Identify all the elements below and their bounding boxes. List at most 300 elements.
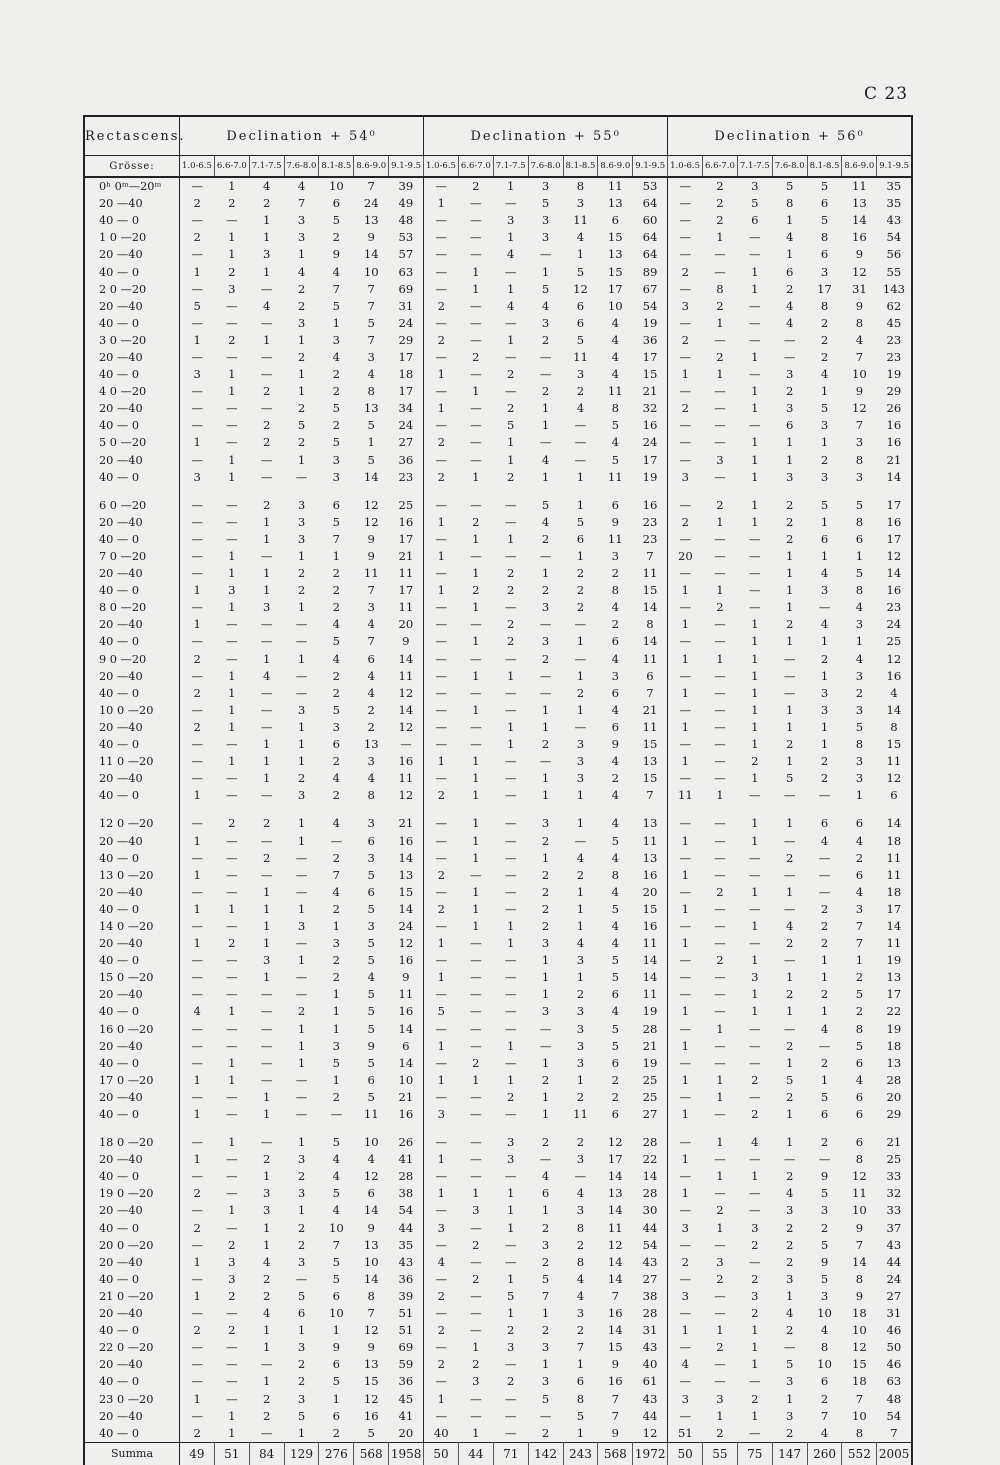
count-cell: 1 bbox=[437, 1072, 445, 1087]
count-cell: 1 bbox=[820, 384, 829, 399]
count-cell: 8 bbox=[576, 1391, 585, 1406]
count-cell: 64 bbox=[633, 195, 668, 212]
count-cell: 1 bbox=[681, 1323, 690, 1338]
table-row bbox=[84, 1425, 912, 1443]
count-cell: 4 bbox=[332, 651, 341, 666]
count-cell: 13 bbox=[389, 867, 424, 884]
table-row bbox=[84, 1390, 912, 1407]
count-cell: — bbox=[714, 531, 726, 546]
count-cell: — bbox=[504, 953, 517, 968]
count-cell: 9 bbox=[367, 531, 375, 546]
count-cell: 2 bbox=[262, 1391, 271, 1406]
count-cell: 1 bbox=[228, 1203, 236, 1218]
count-cell: 1 bbox=[716, 367, 724, 382]
count-cell: — bbox=[504, 702, 517, 717]
count-cell: — bbox=[191, 1408, 203, 1423]
count-cell: — bbox=[539, 367, 552, 382]
count-cell: 2 bbox=[785, 1323, 794, 1338]
count-cell: 3 bbox=[541, 1340, 550, 1355]
count-cell: — bbox=[749, 936, 761, 951]
count-cell: 3 bbox=[785, 469, 794, 484]
count-cell: 2 bbox=[820, 315, 829, 330]
count-cell: 2 bbox=[297, 281, 306, 296]
count-cell: — bbox=[679, 1169, 692, 1184]
count-cell: 4 bbox=[262, 298, 271, 313]
count-cell: — bbox=[225, 435, 238, 450]
summa-cell: 568 bbox=[354, 1442, 389, 1465]
count-cell: 11 bbox=[389, 770, 424, 787]
count-cell: — bbox=[504, 788, 517, 803]
count-cell: 2 bbox=[472, 583, 480, 598]
count-cell: 6 bbox=[855, 867, 864, 882]
count-cell: — bbox=[679, 179, 692, 194]
count-cell: — bbox=[504, 1169, 517, 1184]
count-cell: — bbox=[818, 600, 831, 615]
count-cell: — bbox=[295, 617, 308, 632]
count-cell: 1 bbox=[228, 668, 236, 683]
count-cell: 2 bbox=[611, 771, 619, 786]
summa-row bbox=[84, 1442, 912, 1465]
count-cell: 2 bbox=[681, 264, 690, 279]
count-cell: 61 bbox=[633, 1373, 668, 1390]
count-cell: 10 bbox=[852, 1408, 867, 1423]
count-cell: — bbox=[435, 617, 448, 632]
count-cell: 1 bbox=[507, 737, 515, 752]
table-row bbox=[84, 195, 912, 212]
count-cell: 1 bbox=[193, 435, 201, 450]
count-cell: 12 bbox=[389, 719, 424, 736]
count-cell: — bbox=[749, 1038, 761, 1053]
count-cell: 6 bbox=[855, 1055, 864, 1070]
count-cell: — bbox=[191, 970, 203, 985]
count-cell: 5 bbox=[785, 179, 794, 194]
count-cell: 1 bbox=[820, 953, 829, 968]
count-cell: 1 bbox=[193, 1391, 201, 1406]
count-cell: 1 bbox=[507, 230, 515, 245]
count-cell: 3 bbox=[228, 1271, 236, 1286]
ra-cell: 20 —40 bbox=[84, 246, 180, 263]
count-cell: 53 bbox=[633, 177, 668, 195]
count-cell: 2 bbox=[297, 566, 306, 581]
count-cell: 2 bbox=[716, 1203, 724, 1218]
count-cell: 3 bbox=[576, 1021, 585, 1036]
count-cell: 25 bbox=[633, 1072, 668, 1089]
count-cell: 23 bbox=[877, 349, 912, 366]
count-cell: 2 bbox=[785, 1038, 794, 1053]
count-cell: — bbox=[225, 850, 238, 865]
count-cell: 1 bbox=[751, 719, 759, 734]
count-cell: 4 bbox=[541, 298, 550, 313]
count-cell: — bbox=[191, 315, 203, 330]
count-cell: 36 bbox=[389, 452, 424, 469]
count-cell: — bbox=[679, 1271, 692, 1286]
count-cell: 6 bbox=[297, 1306, 306, 1321]
count-cell: 2 bbox=[262, 497, 271, 512]
count-cell: — bbox=[539, 1408, 552, 1423]
count-cell: 17 bbox=[877, 531, 912, 548]
page-number: C 23 bbox=[864, 84, 909, 104]
count-cell: 1 bbox=[541, 1107, 550, 1122]
count-cell: 9 bbox=[389, 969, 424, 986]
table-row bbox=[84, 736, 912, 753]
count-cell: 12 bbox=[852, 264, 867, 279]
count-cell: — bbox=[749, 901, 761, 916]
count-cell: 35 bbox=[389, 1237, 424, 1254]
count-cell: 4 bbox=[855, 651, 864, 666]
table-row bbox=[84, 1089, 912, 1106]
count-cell: 14 bbox=[389, 651, 424, 668]
count-cell: — bbox=[679, 213, 692, 228]
ra-cell: 40 — 0 bbox=[84, 263, 180, 280]
count-cell: — bbox=[435, 668, 448, 683]
count-cell: 2 bbox=[611, 1089, 619, 1104]
count-cell: 1 bbox=[716, 1089, 724, 1104]
count-cell: — bbox=[225, 617, 238, 632]
count-cell: — bbox=[225, 1391, 238, 1406]
count-cell: — bbox=[679, 384, 692, 399]
count-cell: 2 bbox=[576, 583, 585, 598]
count-cell: 9 bbox=[367, 230, 375, 245]
count-cell: — bbox=[714, 936, 726, 951]
count-cell: 1 bbox=[751, 651, 759, 666]
count-cell: 2 bbox=[785, 1089, 794, 1104]
group-spacer bbox=[84, 486, 912, 497]
count-cell: 3 bbox=[820, 469, 829, 484]
count-cell: 4 bbox=[611, 702, 619, 717]
count-cell: — bbox=[295, 668, 308, 683]
count-cell: 2 bbox=[297, 1220, 306, 1235]
ra-cell: 15 0 —20 bbox=[84, 969, 180, 986]
count-cell: 1 bbox=[332, 918, 341, 933]
count-cell: 4 bbox=[820, 1323, 829, 1338]
count-cell: 14 bbox=[389, 1055, 424, 1072]
ra-cell: 20 —40 bbox=[84, 514, 180, 531]
count-cell: 2 bbox=[297, 1357, 306, 1372]
count-cell: — bbox=[714, 617, 726, 632]
count-cell: 8 bbox=[855, 1271, 864, 1286]
count-cell: 1 bbox=[297, 901, 306, 916]
count-cell: — bbox=[679, 247, 692, 262]
count-cell: 24 bbox=[363, 196, 379, 211]
count-cell: 27 bbox=[389, 434, 424, 451]
count-cell: 13 bbox=[607, 247, 623, 262]
count-cell: 1 bbox=[785, 1055, 794, 1070]
count-cell: 6 bbox=[855, 1089, 864, 1104]
count-cell: — bbox=[435, 452, 448, 467]
count-cell: — bbox=[260, 549, 273, 564]
count-cell: — bbox=[295, 469, 308, 484]
ra-cell: 7 0 —20 bbox=[84, 548, 180, 565]
count-cell: 5 bbox=[855, 719, 864, 734]
count-cell: 5 bbox=[332, 1271, 341, 1286]
count-cell: 4 bbox=[332, 884, 341, 899]
count-cell: 5 bbox=[820, 1271, 829, 1286]
count-cell: 1 bbox=[541, 1203, 550, 1218]
count-cell: 40 bbox=[633, 1356, 668, 1373]
count-cell: 60 bbox=[633, 212, 668, 229]
count-cell: 14 bbox=[389, 1021, 424, 1038]
count-cell: 6 bbox=[611, 213, 619, 228]
count-cell: 2 bbox=[332, 754, 341, 769]
count-cell: 6 bbox=[332, 1408, 341, 1423]
count-cell: 1 bbox=[541, 788, 550, 803]
count-cell: 5 bbox=[367, 1004, 375, 1019]
count-cell: 1 bbox=[541, 850, 550, 865]
count-cell: 2 bbox=[820, 1055, 829, 1070]
count-cell: 1 bbox=[716, 1220, 724, 1235]
count-cell: 8 bbox=[855, 1021, 864, 1036]
count-cell: — bbox=[191, 497, 203, 512]
count-cell: — bbox=[260, 1055, 273, 1070]
count-cell: — bbox=[679, 497, 692, 512]
count-cell: 4 bbox=[332, 1169, 341, 1184]
summa-label: Summa bbox=[84, 1442, 180, 1465]
count-cell: 48 bbox=[389, 212, 424, 229]
count-cell: 17 bbox=[389, 531, 424, 548]
count-cell: 17 bbox=[607, 1152, 623, 1167]
count-cell: 5 bbox=[611, 452, 619, 467]
count-cell: 1 bbox=[262, 884, 271, 899]
count-cell: 2 bbox=[437, 298, 445, 313]
count-cell: 1 bbox=[228, 685, 236, 700]
count-cell: 1 bbox=[193, 1254, 201, 1269]
count-cell: — bbox=[470, 247, 482, 262]
count-cell: 2 bbox=[855, 850, 864, 865]
count-cell: 12 bbox=[877, 548, 912, 565]
count-cell: — bbox=[330, 1107, 343, 1122]
count-cell: — bbox=[714, 1186, 726, 1201]
summa-cell: 552 bbox=[842, 1442, 877, 1465]
count-cell: 1 bbox=[541, 264, 550, 279]
count-cell: 3 bbox=[681, 1288, 690, 1303]
count-cell: — bbox=[679, 600, 692, 615]
count-cell: — bbox=[191, 600, 203, 615]
count-cell: 2 bbox=[576, 1237, 585, 1252]
count-cell: 19 bbox=[633, 315, 668, 332]
count-cell: — bbox=[679, 1237, 692, 1252]
count-cell: — bbox=[714, 970, 726, 985]
count-cell: — bbox=[783, 788, 796, 803]
count-cell: — bbox=[714, 1357, 726, 1372]
table-row bbox=[84, 787, 912, 804]
count-cell: 8 bbox=[785, 196, 794, 211]
count-cell: — bbox=[470, 1323, 482, 1338]
count-cell: — bbox=[783, 953, 796, 968]
count-cell: 1 bbox=[297, 247, 306, 262]
count-cell: 1 bbox=[332, 987, 341, 1002]
ra-cell: 20 —40 bbox=[84, 719, 180, 736]
count-cell: 7 bbox=[855, 1237, 864, 1252]
count-cell: 13 bbox=[633, 753, 668, 770]
count-cell: 4 bbox=[785, 230, 794, 245]
count-cell: 3 bbox=[297, 531, 306, 546]
ra-cell: 20 —40 bbox=[84, 565, 180, 582]
ra-cell: 20 —40 bbox=[84, 616, 180, 633]
count-cell: — bbox=[225, 1220, 238, 1235]
count-cell: 21 bbox=[633, 1038, 668, 1055]
count-cell: — bbox=[679, 281, 692, 296]
count-cell: 3 bbox=[472, 1203, 480, 1218]
count-cell: 49 bbox=[389, 195, 424, 212]
count-cell: 3 bbox=[262, 1186, 271, 1201]
count-cell: 12 bbox=[877, 651, 912, 668]
count-cell: 40 bbox=[433, 1425, 449, 1440]
count-cell: — bbox=[330, 833, 343, 848]
count-cell: 2 bbox=[541, 1220, 550, 1235]
count-cell: 1 bbox=[297, 1203, 306, 1218]
count-cell: — bbox=[225, 1340, 238, 1355]
count-cell: 1 bbox=[541, 418, 550, 433]
count-cell: 17 bbox=[389, 349, 424, 366]
count-cell: 1 bbox=[541, 987, 550, 1002]
count-cell: 12 bbox=[852, 401, 867, 416]
count-cell: 3 bbox=[820, 1288, 829, 1303]
count-cell: 6 bbox=[855, 531, 864, 546]
count-cell: 16 bbox=[607, 1374, 623, 1389]
count-cell: 1 bbox=[716, 1021, 724, 1036]
count-cell: 24 bbox=[389, 417, 424, 434]
count-cell: 4 bbox=[367, 617, 375, 632]
count-cell: 4 bbox=[785, 315, 794, 330]
count-cell: 16 bbox=[389, 753, 424, 770]
count-cell: 3 bbox=[262, 953, 271, 968]
count-cell: — bbox=[389, 736, 424, 753]
count-cell: 5 bbox=[855, 497, 864, 512]
count-cell: 28 bbox=[633, 1134, 668, 1151]
count-cell: 1 bbox=[507, 1203, 515, 1218]
table-row bbox=[84, 548, 912, 565]
count-cell: 3 bbox=[437, 1107, 445, 1122]
count-cell: 5 bbox=[541, 1391, 550, 1406]
count-cell: 1 bbox=[681, 754, 690, 769]
count-cell: 4 bbox=[785, 918, 794, 933]
count-cell: 1 bbox=[751, 1004, 759, 1019]
count-cell: — bbox=[225, 1306, 238, 1321]
magnitude-class-header: 9.1-9.5 bbox=[877, 156, 912, 178]
count-cell: 17 bbox=[817, 281, 832, 296]
count-cell: 2 bbox=[228, 1237, 236, 1252]
count-cell: 2 bbox=[297, 401, 306, 416]
count-cell: 3 bbox=[576, 1055, 585, 1070]
count-cell: — bbox=[435, 1271, 448, 1286]
count-cell: — bbox=[504, 384, 517, 399]
table-row bbox=[84, 935, 912, 952]
count-cell: 12 bbox=[607, 1237, 623, 1252]
count-cell: 54 bbox=[877, 1408, 912, 1425]
count-cell: 1 bbox=[472, 1340, 480, 1355]
count-cell: — bbox=[504, 850, 517, 865]
count-cell: — bbox=[470, 1135, 482, 1150]
count-cell: 2 bbox=[437, 788, 445, 803]
count-cell: 11 bbox=[607, 469, 623, 484]
count-cell: 11 bbox=[389, 986, 424, 1003]
count-cell: 10 bbox=[607, 298, 623, 313]
count-cell: 2 bbox=[611, 617, 619, 632]
count-cell: — bbox=[504, 600, 517, 615]
magnitude-class-header: 8.6-9.0 bbox=[842, 156, 877, 178]
count-cell: 5 bbox=[367, 987, 375, 1002]
count-cell: 5 bbox=[367, 1021, 375, 1036]
count-cell: — bbox=[470, 298, 482, 313]
count-cell: — bbox=[714, 1306, 726, 1321]
count-cell: 2 bbox=[855, 1004, 864, 1019]
count-cell: 1 bbox=[855, 953, 864, 968]
count-cell: 35 bbox=[877, 177, 912, 195]
count-cell: 1 bbox=[193, 1288, 201, 1303]
count-cell: 3 bbox=[576, 1004, 585, 1019]
count-cell: — bbox=[225, 987, 238, 1002]
count-cell: 6 bbox=[367, 1186, 375, 1201]
count-cell: 5 bbox=[367, 901, 375, 916]
count-cell: 1 bbox=[262, 264, 271, 279]
count-cell: — bbox=[225, 884, 238, 899]
count-cell: 3 bbox=[751, 1220, 759, 1235]
count-cell: — bbox=[260, 1038, 273, 1053]
count-cell: — bbox=[783, 685, 796, 700]
count-cell: — bbox=[539, 617, 552, 632]
count-cell: 7 bbox=[611, 1391, 619, 1406]
count-cell: 1 bbox=[507, 1038, 515, 1053]
count-cell: 14 bbox=[852, 1254, 867, 1269]
count-cell: 44 bbox=[633, 1408, 668, 1425]
count-cell: 1 bbox=[681, 367, 690, 382]
count-cell: — bbox=[435, 1408, 448, 1423]
count-cell: 20 bbox=[389, 616, 424, 633]
count-cell: 4 bbox=[785, 298, 794, 313]
count-cell: 5 bbox=[332, 1135, 341, 1150]
count-cell: 4 bbox=[576, 401, 585, 416]
count-cell: 1 bbox=[228, 754, 236, 769]
count-cell: 6 bbox=[611, 497, 619, 512]
summa-cell: 51 bbox=[214, 1442, 249, 1465]
count-cell: 1 bbox=[193, 332, 201, 347]
count-cell: 8 bbox=[633, 616, 668, 633]
count-cell: — bbox=[435, 1135, 448, 1150]
count-cell: 1 bbox=[262, 583, 271, 598]
table-row bbox=[84, 815, 912, 832]
count-cell: 5 bbox=[367, 867, 375, 882]
ra-cell: 20 —40 bbox=[84, 884, 180, 901]
table-row bbox=[84, 685, 912, 702]
count-cell: 9 bbox=[611, 1425, 619, 1440]
table-row bbox=[84, 565, 912, 582]
count-cell: 2 bbox=[855, 685, 864, 700]
count-cell: 1 bbox=[262, 754, 271, 769]
count-cell: 4 bbox=[611, 1004, 619, 1019]
count-cell: 2 bbox=[472, 1237, 480, 1252]
count-cell: 1 bbox=[472, 384, 480, 399]
count-cell: 1 bbox=[472, 1425, 480, 1440]
count-cell: 1 bbox=[437, 401, 445, 416]
count-cell: 7 bbox=[297, 196, 306, 211]
count-cell: 3 bbox=[228, 1254, 236, 1269]
count-cell: — bbox=[295, 634, 308, 649]
count-cell: 6 bbox=[751, 213, 759, 228]
count-cell: 1 bbox=[297, 953, 306, 968]
count-cell: 8 bbox=[576, 1220, 585, 1235]
count-cell: 5 bbox=[437, 1004, 445, 1019]
ra-cell: 40 — 0 bbox=[84, 685, 180, 702]
count-cell: 2 bbox=[716, 196, 724, 211]
table-row bbox=[84, 599, 912, 616]
count-cell: 8 bbox=[855, 1425, 864, 1440]
ra-cell: 2 0 —20 bbox=[84, 281, 180, 298]
count-cell: 5 bbox=[611, 1021, 619, 1036]
count-cell: 2 bbox=[785, 936, 794, 951]
count-cell: 10 bbox=[328, 1306, 344, 1321]
ra-cell: 40 — 0 bbox=[84, 901, 180, 918]
count-cell: 1 bbox=[507, 281, 515, 296]
